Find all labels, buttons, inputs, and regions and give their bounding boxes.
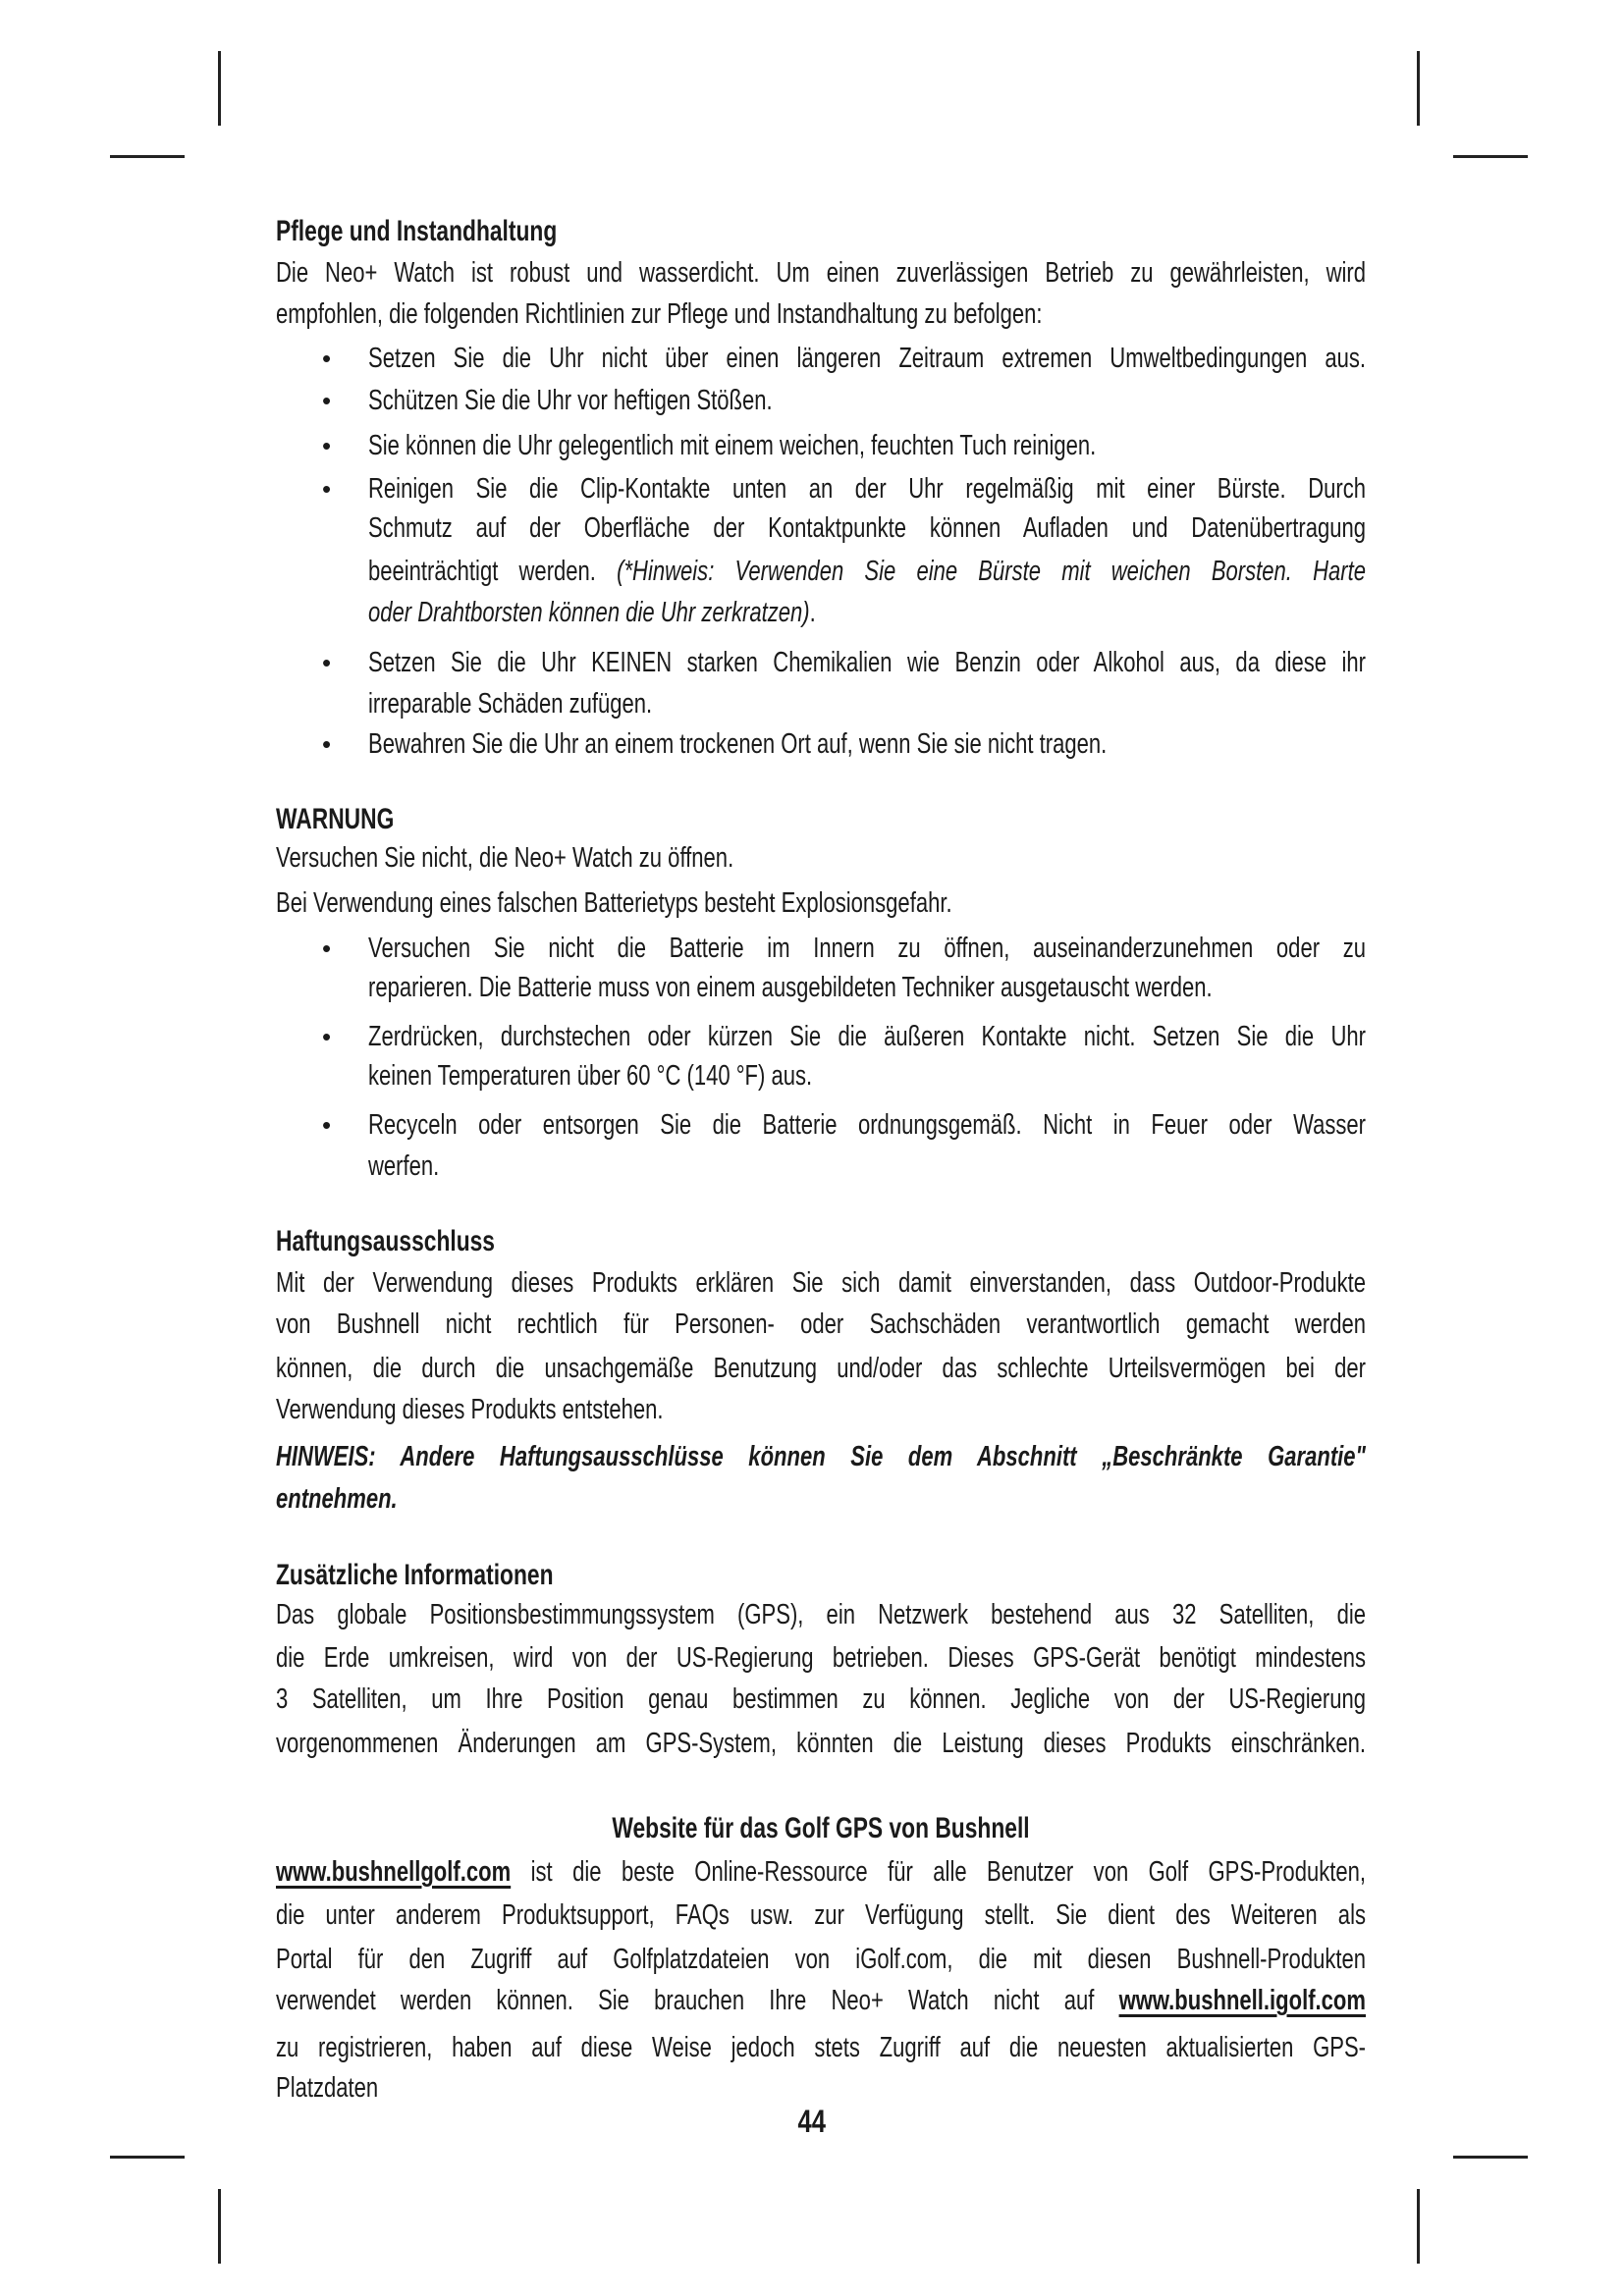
bullet-item bbox=[368, 380, 1366, 421]
website-link[interactable]: www.bushnellgolf.com bbox=[276, 1856, 512, 1888]
text-segment: WARNUNG bbox=[276, 803, 395, 835]
text-segment: Das globale Positionsbestimmungssystem (GPS), ein Netzwerk bestehend aus 32 Satelliten, die bbox=[276, 1599, 1366, 1630]
bullet-icon: • bbox=[322, 1022, 332, 1051]
text-segment: vorgenommenen Änderungen am GPS-System, könnten die Leistung dieses Produkts einschränken. bbox=[276, 1728, 1366, 1759]
text-segment: Verwendung dieses Produkts entstehen. bbox=[276, 1394, 664, 1425]
website-link[interactable]: www.bushnell.igolf.com bbox=[1118, 1985, 1366, 2016]
text-segment: Mit der Verwendung dieses Produkts erklären Sie sich damit einverstanden, dass Outdoor-Produkte bbox=[276, 1267, 1366, 1299]
text-segment: irreparable Schäden zufügen. bbox=[368, 688, 653, 720]
bullet-item bbox=[368, 723, 1366, 765]
bullet-item-continuation bbox=[368, 592, 1366, 633]
text-segment: von Bushnell nicht rechtlich für Personen- oder Sachschäden verantwortlich gemacht werden bbox=[276, 1308, 1366, 1340]
text-segment: Website für das Golf GPS von Bushnell bbox=[612, 1812, 1030, 1844]
paragraph-line bbox=[276, 882, 1366, 924]
crop-mark bbox=[110, 2156, 185, 2159]
text-segment: Setzen Sie die Uhr nicht über einen längeren Zeitraum extremen Umweltbedingungen aus. bbox=[368, 343, 1366, 374]
bullet-item bbox=[368, 928, 1366, 969]
text-segment: Versuchen Sie nicht die Batterie im Innern zu öffnen, auseinanderzunehmen oder zu bbox=[368, 933, 1366, 964]
section-heading bbox=[276, 211, 1366, 252]
text-segment: Setzen Sie die Uhr KEINEN starken Chemikalien wie Benzin oder Alkohol aus, da diese ihr bbox=[368, 647, 1366, 678]
section-heading bbox=[276, 799, 1366, 840]
bullet-icon: • bbox=[322, 1110, 332, 1140]
text-segment: keinen Temperaturen über 60 °C (140 °F) aus. bbox=[368, 1060, 813, 1092]
text-segment: Platzdaten bbox=[276, 2072, 379, 2104]
text-segment: HINWEIS: Andere Haftungsausschlüsse können Sie dem Abschnitt „Beschränkte Garantie" bbox=[276, 1441, 1366, 1472]
bullet-item-continuation bbox=[368, 683, 1366, 724]
paragraph-line bbox=[276, 1436, 1366, 1477]
text-segment: zu registrieren, haben auf diese Weise jedoch stets Zugriff auf die neuesten aktualisierten GPS- bbox=[276, 2032, 1366, 2063]
bullet-icon: • bbox=[322, 934, 332, 963]
text-segment: Sie können die Uhr gelegentlich mit einem weichen, feuchten Tuch reinigen. bbox=[368, 430, 1097, 461]
text-segment: Die Neo+ Watch ist robust und wasserdicht. Um einen zuverlässigen Betrieb zu gewährleisten, wird bbox=[276, 257, 1366, 289]
bullet-item-continuation bbox=[368, 551, 1366, 592]
bullet-item-continuation bbox=[368, 1055, 1366, 1096]
section-title bbox=[276, 1808, 1366, 1849]
text-segment: . bbox=[809, 597, 816, 628]
section-heading bbox=[276, 1555, 1366, 1596]
text-segment: die Erde umkreisen, wird von der US-Regierung betrieben. Dieses GPS-Gerät benötigt mindestens bbox=[276, 1642, 1366, 1674]
paragraph-line bbox=[276, 1895, 1366, 1936]
bullet-icon: • bbox=[322, 648, 332, 677]
bullet-item bbox=[368, 642, 1366, 683]
bullet-item bbox=[368, 468, 1366, 509]
crop-mark bbox=[218, 2189, 221, 2264]
bullet-item bbox=[368, 1016, 1366, 1057]
paragraph-line bbox=[276, 1348, 1366, 1389]
paragraph-line bbox=[276, 1939, 1366, 1980]
text-segment: Bei Verwendung eines falschen Batterietyps besteht Explosionsgefahr. bbox=[276, 887, 952, 919]
text-segment: entnehmen. bbox=[276, 1483, 398, 1515]
paragraph-line bbox=[276, 1637, 1366, 1679]
crop-mark bbox=[1417, 2189, 1420, 2264]
paragraph-line bbox=[276, 1723, 1366, 1764]
text-segment: Haftungsausschluss bbox=[276, 1225, 496, 1257]
paragraph-line bbox=[276, 1594, 1366, 1635]
page-number-text: 44 bbox=[797, 2104, 827, 2139]
crop-mark bbox=[218, 51, 221, 126]
paragraph-line bbox=[276, 2027, 1366, 2068]
text-segment: Reinigen Sie die Clip-Kontakte unten an der Uhr regelmäßig mit einer Bürste. Durch bbox=[368, 473, 1366, 505]
text-segment: 3 Satelliten, um Ihre Position genau bestimmen zu können. Jegliche von der US-Regierung bbox=[276, 1683, 1366, 1715]
bullet-item bbox=[368, 425, 1366, 466]
paragraph-line bbox=[276, 837, 1366, 879]
text-segment: Bewahren Sie die Uhr an einem trockenen Ort auf, wenn Sie sie nicht tragen. bbox=[368, 728, 1108, 760]
text-segment: Zusätzliche Informationen bbox=[276, 1559, 554, 1591]
text-segment: oder Drahtborsten können die Uhr zerkratzen) bbox=[368, 597, 810, 628]
bullet-item bbox=[368, 338, 1366, 379]
text-segment: können, die durch die unsachgemäße Benutzung und/oder das schlechte Urteilsvermögen bei der bbox=[276, 1353, 1366, 1384]
paragraph-line bbox=[276, 294, 1366, 335]
bullet-item-continuation bbox=[368, 507, 1366, 549]
bullet-icon: • bbox=[322, 431, 332, 460]
page-number bbox=[0, 2101, 1624, 2142]
bullet-item-continuation bbox=[368, 967, 1366, 1008]
text-segment: verwendet werden können. Sie brauchen Ihre Neo+ Watch nicht auf bbox=[276, 1985, 1119, 2016]
text-segment: die unter anderem Produktsupport, FAQs usw. zur Verfügung stellt. Sie dient des Weiteren als bbox=[276, 1899, 1366, 1931]
text-segment: ist die beste Online-Ressource für alle Benutzer von Golf GPS-Produkten, bbox=[511, 1856, 1366, 1888]
bullet-item bbox=[368, 1104, 1366, 1146]
section-heading bbox=[276, 1221, 1366, 1262]
text-segment: beeinträchtigt werden. bbox=[368, 556, 618, 587]
text-segment: Zerdrücken, durchstechen oder kürzen Sie die äußeren Kontakte nicht. Setzen Sie die Uhr bbox=[368, 1021, 1366, 1052]
text-segment: Recyceln oder entsorgen Sie die Batterie ordnungsgemäß. Nicht in Feuer oder Wasser bbox=[368, 1109, 1366, 1141]
text-segment: Pflege und Instandhaltung bbox=[276, 215, 558, 247]
bullet-icon: • bbox=[322, 474, 332, 504]
paragraph-line bbox=[276, 1304, 1366, 1345]
text-segment: empfohlen, die folgenden Richtlinien zur Pflege und Instandhaltung zu befolgen: bbox=[276, 298, 1043, 330]
paragraph-line bbox=[276, 1679, 1366, 1720]
paragraph-line bbox=[276, 1262, 1366, 1304]
crop-mark bbox=[1417, 51, 1420, 126]
text-segment: Schmutz auf der Oberfläche der Kontaktpunkte können Aufladen und Datenübertragung bbox=[368, 512, 1366, 544]
text-segment: Schützen Sie die Uhr vor heftigen Stößen. bbox=[368, 385, 773, 416]
paragraph-line bbox=[276, 1980, 1366, 2021]
crop-mark bbox=[1453, 2156, 1528, 2159]
paragraph-line bbox=[276, 1851, 1366, 1893]
text-segment: reparieren. Die Batterie muss von einem ausgebildeten Techniker ausgetauscht werden. bbox=[368, 972, 1213, 1003]
text-segment: (*Hinweis: Verwenden Sie eine Bürste mit weichen Borsten. Harte bbox=[617, 556, 1366, 587]
paragraph-line bbox=[276, 1478, 1366, 1520]
text-segment: Versuchen Sie nicht, die Neo+ Watch zu öffnen. bbox=[276, 842, 734, 874]
text-segment: Portal für den Zugriff auf Golfplatzdateien von iGolf.com, die mit diesen Bushnell-Produkten bbox=[276, 1944, 1366, 1975]
text-segment: werfen. bbox=[368, 1150, 440, 1182]
paragraph-line bbox=[276, 252, 1366, 294]
bullet-icon: • bbox=[322, 386, 332, 415]
crop-mark bbox=[1453, 155, 1528, 158]
bullet-icon: • bbox=[322, 344, 332, 373]
crop-mark bbox=[110, 155, 185, 158]
bullet-icon: • bbox=[322, 729, 332, 759]
paragraph-line bbox=[276, 1389, 1366, 1430]
bullet-item-continuation bbox=[368, 1146, 1366, 1187]
